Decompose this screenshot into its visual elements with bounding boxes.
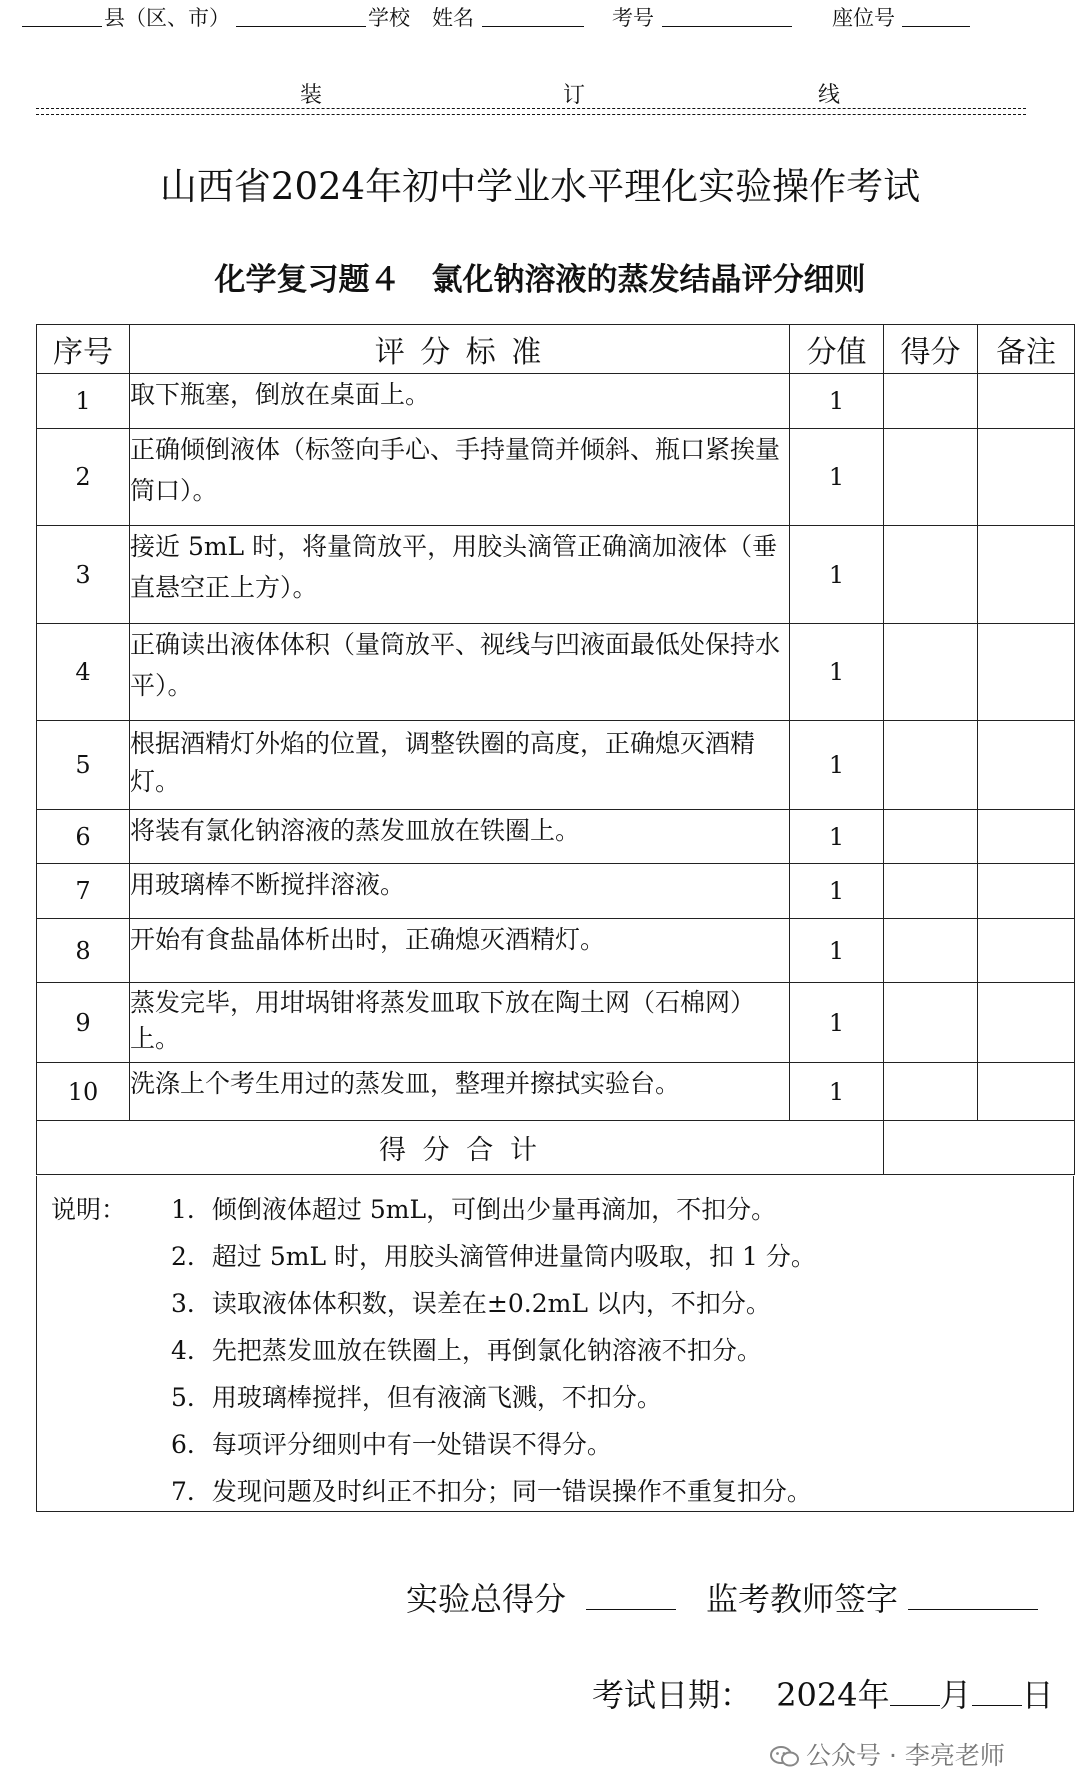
name-blank[interactable] bbox=[482, 26, 584, 27]
month-label: 月 bbox=[939, 1676, 972, 1714]
page-title: 山西省2024年初中学业水平理化实验操作考试 bbox=[159, 165, 921, 208]
row-criteria: 开始有食盐晶体析出时，正确熄灭酒精灯。 bbox=[130, 919, 790, 983]
teacher-sign-label: 监考教师签字 bbox=[706, 1580, 899, 1618]
row-points: 1 bbox=[790, 526, 884, 624]
row-criteria: 根据酒精灯外焰的位置，调整铁圈的高度，正确熄灭酒精灯。 bbox=[130, 721, 790, 810]
wechat-icon bbox=[770, 1745, 800, 1769]
county-label: 县（区、市） bbox=[104, 6, 230, 30]
page-subtitle: 化学复习题４ 氯化钠溶液的蒸发结晶评分细则 bbox=[214, 262, 866, 298]
row-points: 1 bbox=[790, 624, 884, 721]
row-score-cell[interactable] bbox=[884, 429, 978, 526]
header-points: 分值 bbox=[790, 325, 884, 374]
row-remark-cell[interactable] bbox=[978, 721, 1075, 810]
row-remark-cell[interactable] bbox=[978, 374, 1075, 429]
binding-dashed-line bbox=[36, 108, 1026, 109]
row-score-cell[interactable] bbox=[884, 721, 978, 810]
table-row bbox=[37, 810, 1075, 864]
exam-date-label: 考试日期： bbox=[592, 1676, 753, 1714]
teacher-sign-blank[interactable] bbox=[908, 1579, 1038, 1610]
name-label: 姓名 bbox=[432, 6, 474, 30]
candidate-info-line bbox=[22, 0, 1042, 38]
table-row bbox=[37, 1063, 1075, 1121]
row-criteria: 接近 5mL 时，将量筒放平，用胶头滴管正确滴加液体（垂直悬空正上方）。 bbox=[130, 526, 790, 624]
month-blank[interactable] bbox=[890, 1675, 940, 1706]
table-row bbox=[37, 721, 1075, 810]
header-remark: 备注 bbox=[978, 325, 1075, 374]
note-item: 6．每项评分细则中有一处错误不得分。 bbox=[171, 1430, 612, 1459]
row-remark-cell[interactable] bbox=[978, 983, 1075, 1063]
total-row bbox=[37, 1121, 1075, 1175]
row-score-cell[interactable] bbox=[884, 983, 978, 1063]
total-score-blank[interactable] bbox=[586, 1579, 676, 1610]
seat-no-label: 座位号 bbox=[832, 6, 895, 30]
seat-no-blank[interactable] bbox=[902, 26, 970, 27]
row-score-cell[interactable] bbox=[884, 526, 978, 624]
table-header-row bbox=[37, 325, 1075, 374]
note-item: 4．先把蒸发皿放在铁圈上，再倒氯化钠溶液不扣分。 bbox=[171, 1336, 762, 1365]
row-score-cell[interactable] bbox=[884, 1063, 978, 1121]
note-item: 5．用玻璃棒搅拌，但有液滴飞溅，不扣分。 bbox=[171, 1383, 662, 1412]
row-remark-cell[interactable] bbox=[978, 624, 1075, 721]
row-no: 2 bbox=[37, 429, 130, 526]
row-criteria: 蒸发完毕，用坩埚钳将蒸发皿取下放在陶土网（石棉网）上。 bbox=[130, 983, 790, 1063]
row-no: 10 bbox=[37, 1063, 130, 1121]
binding-char-1: 装 bbox=[300, 83, 323, 108]
row-points: 1 bbox=[790, 721, 884, 810]
row-remark-cell[interactable] bbox=[978, 526, 1075, 624]
row-no: 7 bbox=[37, 864, 130, 919]
row-criteria: 洗涤上个考生用过的蒸发皿，整理并擦拭实验台。 bbox=[130, 1063, 790, 1121]
table-row bbox=[37, 624, 1075, 721]
row-no: 3 bbox=[37, 526, 130, 624]
row-points: 1 bbox=[790, 810, 884, 864]
watermark bbox=[770, 1736, 1005, 1772]
row-no: 5 bbox=[37, 721, 130, 810]
row-remark-cell[interactable] bbox=[978, 429, 1075, 526]
binding-char-2: 订 bbox=[563, 83, 586, 108]
row-criteria: 取下瓶塞，倒放在桌面上。 bbox=[130, 374, 790, 429]
note-item: 2．超过 5mL 时，用胶头滴管伸进量筒内吸取，扣 1 分。 bbox=[171, 1242, 816, 1271]
notes-box bbox=[36, 1176, 1074, 1512]
total-score-cell[interactable] bbox=[884, 1121, 1075, 1175]
note-item: 3．读取液体体积数，误差在±0.2mL 以内，不扣分。 bbox=[171, 1289, 771, 1318]
header-no: 序号 bbox=[37, 325, 130, 374]
row-score-cell[interactable] bbox=[884, 919, 978, 983]
watermark-text: 公众号 · 李亮老师 bbox=[806, 1741, 1005, 1770]
exam-date-line bbox=[592, 1670, 1054, 1716]
row-remark-cell[interactable] bbox=[978, 864, 1075, 919]
row-no: 8 bbox=[37, 919, 130, 983]
row-criteria: 用玻璃棒不断搅拌溶液。 bbox=[130, 864, 790, 919]
school-blank[interactable] bbox=[236, 26, 366, 27]
row-no: 1 bbox=[37, 374, 130, 429]
county-blank[interactable] bbox=[22, 26, 102, 27]
row-points: 1 bbox=[790, 1063, 884, 1121]
table-row bbox=[37, 526, 1075, 624]
table-row bbox=[37, 864, 1075, 919]
row-no: 4 bbox=[37, 624, 130, 721]
teacher-sign-line bbox=[706, 1574, 1038, 1620]
total-score-label: 实验总得分 bbox=[406, 1580, 567, 1618]
notes-label: 说明： bbox=[51, 1195, 127, 1224]
row-criteria: 将装有氯化钠溶液的蒸发皿放在铁圈上。 bbox=[130, 810, 790, 864]
row-points: 1 bbox=[790, 919, 884, 983]
row-score-cell[interactable] bbox=[884, 810, 978, 864]
row-remark-cell[interactable] bbox=[978, 919, 1075, 983]
row-points: 1 bbox=[790, 864, 884, 919]
total-score-line bbox=[406, 1574, 676, 1620]
total-label: 得 分 合 计 bbox=[37, 1121, 884, 1175]
row-remark-cell[interactable] bbox=[978, 1063, 1075, 1121]
row-points: 1 bbox=[790, 429, 884, 526]
row-points: 1 bbox=[790, 374, 884, 429]
note-item: 7．发现问题及时纠正不扣分；同一错误操作不重复扣分。 bbox=[171, 1477, 812, 1506]
binding-char-3: 线 bbox=[818, 83, 841, 108]
exam-no-blank[interactable] bbox=[662, 26, 792, 27]
row-criteria: 正确读出液体体积（量筒放平、视线与凹液面最低处保持水平）。 bbox=[130, 624, 790, 721]
day-label: 日 bbox=[1021, 1676, 1054, 1714]
binding-dashed-line-2 bbox=[36, 114, 1026, 115]
table-row bbox=[37, 374, 1075, 429]
row-criteria: 正确倾倒液体（标签向手心、手持量筒并倾斜、瓶口紧挨量筒口）。 bbox=[130, 429, 790, 526]
note-item: 1．倾倒液体超过 5mL，可倒出少量再滴加，不扣分。 bbox=[171, 1195, 777, 1224]
header-score: 得分 bbox=[884, 325, 978, 374]
row-score-cell[interactable] bbox=[884, 624, 978, 721]
header-criteria: 评 分 标 准 bbox=[130, 325, 790, 374]
exam-year: 2024年 bbox=[776, 1676, 890, 1714]
row-no: 6 bbox=[37, 810, 130, 864]
school-label: 学校 bbox=[368, 6, 410, 30]
table-row bbox=[37, 919, 1075, 983]
scoring-table bbox=[36, 324, 1075, 1175]
row-points: 1 bbox=[790, 983, 884, 1063]
row-score-cell[interactable] bbox=[884, 864, 978, 919]
table-row bbox=[37, 983, 1075, 1063]
table-row bbox=[37, 429, 1075, 526]
day-blank[interactable] bbox=[972, 1675, 1022, 1706]
row-score-cell[interactable] bbox=[884, 374, 978, 429]
row-remark-cell[interactable] bbox=[978, 810, 1075, 864]
row-no: 9 bbox=[37, 983, 130, 1063]
exam-no-label: 考号 bbox=[612, 6, 654, 30]
